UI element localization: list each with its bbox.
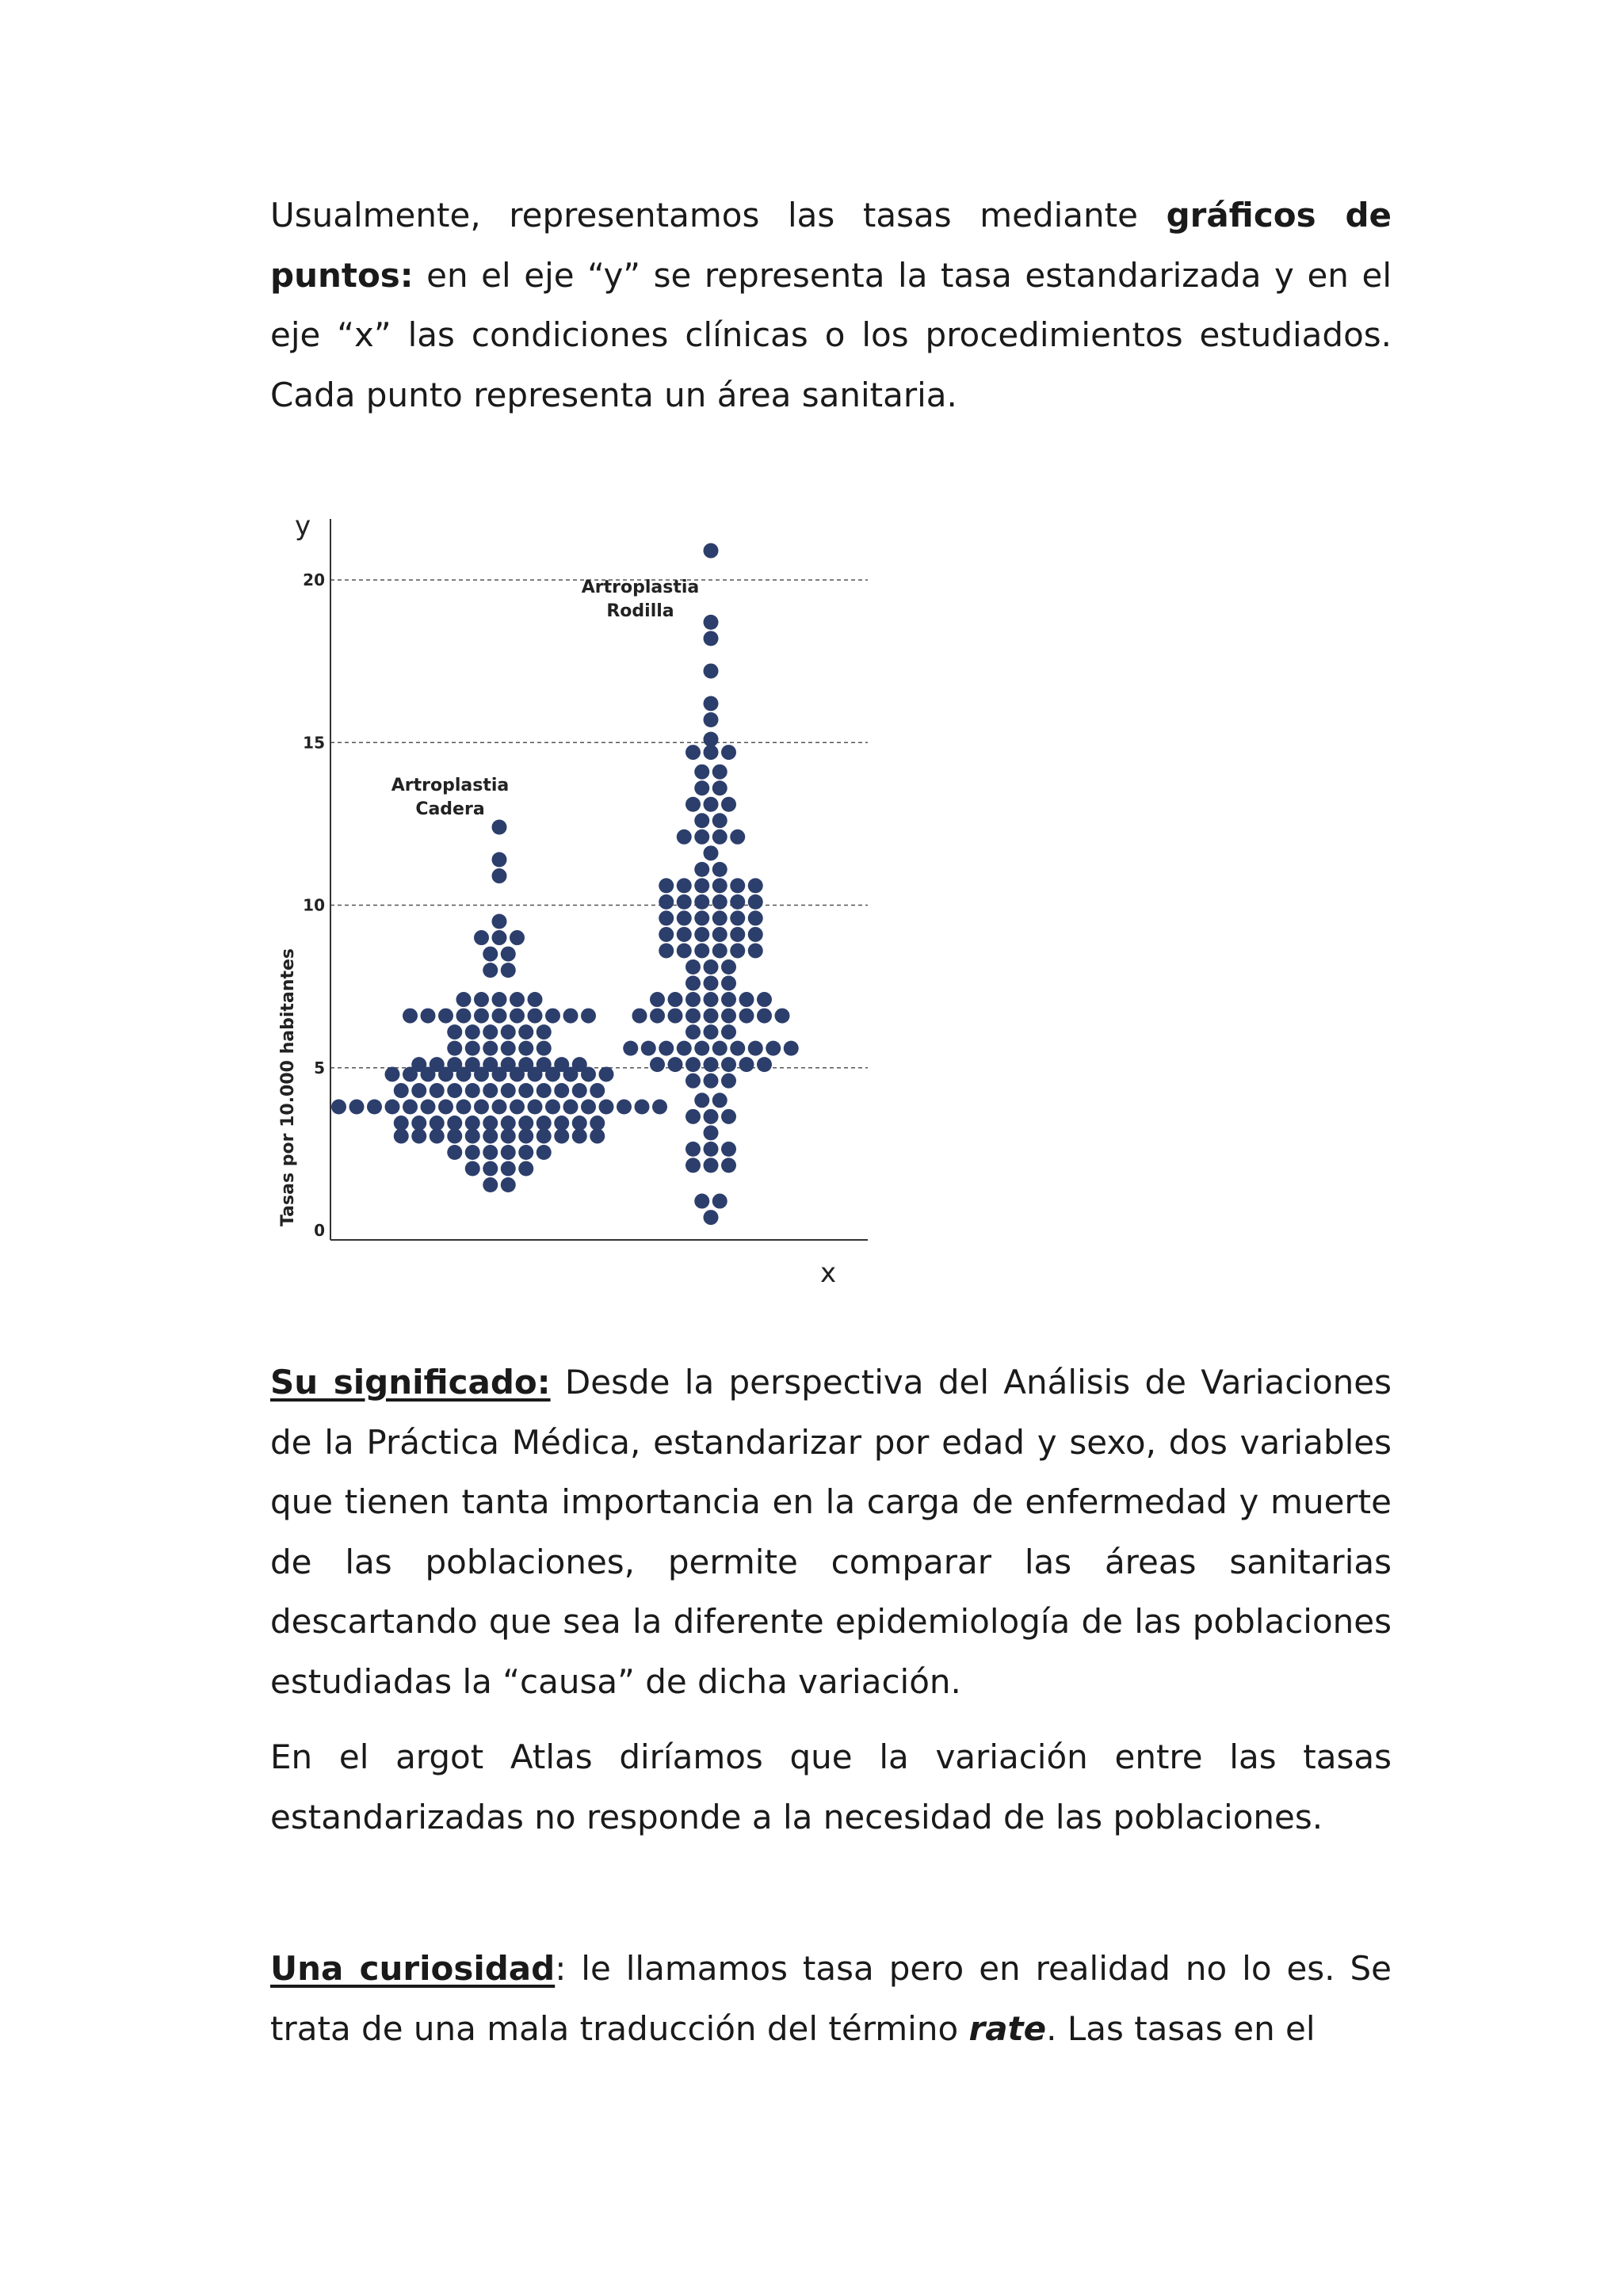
data-point bbox=[510, 1100, 525, 1115]
data-point bbox=[704, 992, 719, 1007]
data-point bbox=[659, 927, 674, 942]
data-point bbox=[331, 1100, 346, 1115]
data-point bbox=[721, 1158, 736, 1173]
data-point bbox=[545, 1066, 560, 1081]
data-point bbox=[581, 1009, 596, 1024]
curiosity-text: : le llamamos tasa pero en realidad no lo es. Se trata de una mala traducción del término bbox=[270, 1949, 1392, 2048]
data-point bbox=[694, 943, 709, 958]
dots-layer bbox=[331, 543, 799, 1226]
data-point bbox=[510, 930, 525, 945]
y-tick-label-15: 15 bbox=[303, 733, 325, 753]
series-label-line: Artroplastia bbox=[581, 578, 700, 597]
data-point bbox=[668, 1057, 683, 1072]
significance-paragraph bbox=[270, 1352, 1392, 1711]
data-point bbox=[712, 765, 727, 780]
series-cadera bbox=[331, 819, 667, 1192]
data-point bbox=[456, 1100, 472, 1115]
data-point bbox=[518, 1083, 533, 1098]
data-point bbox=[465, 1116, 480, 1131]
series-label-line: Rodilla bbox=[606, 601, 674, 621]
data-point bbox=[465, 1083, 480, 1098]
data-point bbox=[483, 1116, 498, 1131]
data-point bbox=[721, 1074, 736, 1089]
data-point bbox=[704, 712, 719, 727]
data-point bbox=[694, 878, 709, 893]
data-point bbox=[510, 1009, 525, 1024]
data-point bbox=[739, 1009, 754, 1024]
series-label-line: Artroplastia bbox=[391, 776, 510, 795]
data-point bbox=[704, 745, 719, 760]
data-point bbox=[721, 959, 736, 974]
data-point bbox=[465, 1024, 480, 1039]
data-point bbox=[447, 1083, 462, 1098]
data-point bbox=[685, 797, 701, 812]
data-point bbox=[581, 1100, 596, 1115]
data-point bbox=[704, 663, 719, 678]
data-point bbox=[528, 1009, 543, 1024]
data-point bbox=[712, 1041, 727, 1056]
data-point bbox=[748, 943, 763, 958]
data-point bbox=[501, 1145, 516, 1160]
data-point bbox=[704, 1142, 719, 1157]
data-point bbox=[367, 1100, 382, 1115]
data-point bbox=[694, 780, 709, 795]
data-point bbox=[394, 1116, 409, 1131]
data-point bbox=[411, 1083, 426, 1098]
significance-text: Desde la perspectiva del Análisis de Variaciones de la Práctica Médica, estandarizar por edad y sexo, dos variables que tienen tanta importancia en la carga de enfermedad y muerte de las poblaciones, permite comparar las áreas sanitarias descartando que sea la diferente epidemiología de las poblaciones estudiadas la “causa” de dicha variación. bbox=[270, 1363, 1392, 1701]
data-point bbox=[721, 976, 736, 991]
data-point bbox=[677, 894, 692, 910]
curiosity-paragraph bbox=[270, 1939, 1392, 2058]
data-point bbox=[385, 1100, 400, 1115]
data-point bbox=[694, 1093, 709, 1108]
data-point bbox=[438, 1100, 453, 1115]
data-point bbox=[430, 1116, 445, 1131]
data-point bbox=[694, 894, 709, 910]
atlas-paragraph bbox=[270, 1727, 1392, 1847]
data-point bbox=[528, 1066, 543, 1081]
data-point bbox=[704, 732, 719, 747]
data-point bbox=[501, 1161, 516, 1177]
data-point bbox=[411, 1128, 426, 1143]
data-point bbox=[483, 1161, 498, 1177]
atlas-text: En el argot Atlas diríamos que la variación entre las tasas estandarizadas no responde a la necesidad de las poblaciones. bbox=[270, 1737, 1392, 1836]
intro-bold-term: gráficos de puntos: bbox=[270, 196, 1392, 295]
data-point bbox=[518, 1116, 533, 1131]
data-point bbox=[677, 830, 692, 845]
data-point bbox=[492, 868, 507, 883]
data-point bbox=[704, 631, 719, 646]
data-point bbox=[712, 1093, 727, 1108]
data-point bbox=[730, 894, 745, 910]
data-point bbox=[668, 992, 683, 1007]
data-point bbox=[537, 1083, 552, 1098]
data-point bbox=[730, 1041, 745, 1056]
data-point bbox=[704, 1024, 719, 1039]
data-point bbox=[447, 1128, 462, 1143]
dot-plot-chart bbox=[262, 507, 896, 1291]
data-point bbox=[430, 1083, 445, 1098]
data-point bbox=[501, 1024, 516, 1039]
intro-text-continued: en el eje “y” se representa la tasa estandarizada y en el eje “x” las condiciones clínicas o los procedimientos estudiados. Cada punto representa un área sanitaria. bbox=[270, 255, 1392, 414]
data-point bbox=[474, 1009, 489, 1024]
data-point bbox=[685, 1074, 701, 1089]
chart-gridlines bbox=[330, 580, 868, 1068]
data-point bbox=[483, 947, 498, 962]
data-point bbox=[492, 1100, 507, 1115]
data-point bbox=[721, 745, 736, 760]
data-point bbox=[483, 1177, 498, 1192]
data-point bbox=[650, 992, 665, 1007]
data-point bbox=[632, 1009, 647, 1024]
data-point bbox=[474, 1066, 489, 1081]
data-point bbox=[775, 1009, 790, 1024]
data-point bbox=[501, 947, 516, 962]
data-point bbox=[677, 910, 692, 925]
y-tick-label-5: 5 bbox=[314, 1058, 325, 1077]
data-point bbox=[349, 1100, 365, 1115]
data-point bbox=[537, 1128, 552, 1143]
data-point bbox=[518, 1128, 533, 1143]
data-point bbox=[721, 1142, 736, 1157]
data-point bbox=[685, 745, 701, 760]
data-point bbox=[721, 1109, 736, 1124]
data-point bbox=[704, 845, 719, 860]
data-point bbox=[465, 1145, 480, 1160]
data-point bbox=[712, 830, 727, 845]
data-point bbox=[554, 1128, 569, 1143]
data-point bbox=[563, 1066, 579, 1081]
data-point bbox=[501, 1116, 516, 1131]
data-point bbox=[474, 930, 489, 945]
data-point bbox=[704, 543, 719, 559]
data-point bbox=[694, 910, 709, 925]
data-point bbox=[518, 1024, 533, 1039]
data-point bbox=[518, 1161, 533, 1177]
data-point bbox=[748, 1041, 763, 1056]
data-point bbox=[492, 914, 507, 929]
significance-heading: Su significado: bbox=[270, 1363, 551, 1402]
data-point bbox=[704, 797, 719, 812]
x-axis-letter: x bbox=[820, 1257, 837, 1289]
curiosity-text-end: . Las tasas en el bbox=[1046, 2008, 1316, 2048]
data-point bbox=[492, 1009, 507, 1024]
data-point bbox=[581, 1066, 596, 1081]
curiosity-heading: Una curiosidad bbox=[270, 1949, 556, 1988]
data-point bbox=[385, 1066, 400, 1081]
data-point bbox=[784, 1041, 799, 1056]
data-point bbox=[518, 1041, 533, 1056]
data-point bbox=[537, 1024, 552, 1039]
data-point bbox=[483, 1083, 498, 1098]
data-point bbox=[730, 878, 745, 893]
y-tick-labels bbox=[303, 570, 325, 1240]
data-point bbox=[590, 1116, 605, 1131]
data-point bbox=[456, 992, 472, 1007]
data-point bbox=[694, 830, 709, 845]
data-point bbox=[739, 992, 754, 1007]
intro-paragraph bbox=[270, 185, 1392, 425]
data-point bbox=[694, 813, 709, 828]
data-point bbox=[545, 1100, 560, 1115]
data-point bbox=[510, 992, 525, 1007]
data-point bbox=[537, 1116, 552, 1131]
data-point bbox=[421, 1066, 436, 1081]
data-point bbox=[438, 1009, 453, 1024]
data-point bbox=[748, 910, 763, 925]
data-point bbox=[483, 1128, 498, 1143]
data-point bbox=[668, 1009, 683, 1024]
data-point bbox=[483, 1145, 498, 1160]
y-tick-label-20: 20 bbox=[303, 570, 325, 589]
data-point bbox=[652, 1100, 667, 1115]
series-labels bbox=[391, 578, 700, 819]
data-point bbox=[403, 1100, 418, 1115]
data-point bbox=[492, 852, 507, 868]
data-point bbox=[685, 1158, 701, 1173]
data-point bbox=[641, 1041, 656, 1056]
data-point bbox=[748, 927, 763, 942]
data-point bbox=[650, 1009, 665, 1024]
data-point bbox=[492, 1066, 507, 1081]
data-point bbox=[685, 992, 701, 1007]
data-point bbox=[685, 1057, 701, 1072]
data-point bbox=[492, 992, 507, 1007]
data-point bbox=[465, 1041, 480, 1056]
data-point bbox=[447, 1116, 462, 1131]
data-point bbox=[685, 1142, 701, 1157]
data-point bbox=[474, 992, 489, 1007]
data-point bbox=[721, 1057, 736, 1072]
y-axis-title: Tasas por 10.000 habitantes bbox=[278, 948, 298, 1226]
data-point bbox=[730, 927, 745, 942]
data-point bbox=[635, 1100, 650, 1115]
data-point bbox=[421, 1009, 436, 1024]
y-tick-label-10: 10 bbox=[303, 895, 325, 915]
data-point bbox=[456, 1009, 472, 1024]
data-point bbox=[704, 696, 719, 711]
data-point bbox=[694, 1041, 709, 1056]
data-point bbox=[704, 1125, 719, 1140]
data-point bbox=[510, 1066, 525, 1081]
data-point bbox=[430, 1128, 445, 1143]
data-point bbox=[483, 1041, 498, 1056]
data-point bbox=[545, 1009, 560, 1024]
data-point bbox=[712, 910, 727, 925]
data-point bbox=[712, 1194, 727, 1209]
data-point bbox=[650, 1057, 665, 1072]
data-point bbox=[537, 1041, 552, 1056]
data-point bbox=[694, 927, 709, 942]
data-point bbox=[677, 943, 692, 958]
data-point bbox=[677, 878, 692, 893]
data-point bbox=[492, 930, 507, 945]
data-point bbox=[739, 1057, 754, 1072]
data-point bbox=[599, 1066, 614, 1081]
data-point bbox=[721, 1009, 736, 1024]
data-point bbox=[704, 615, 719, 630]
data-point bbox=[447, 1024, 462, 1039]
data-point bbox=[501, 1177, 516, 1192]
data-point bbox=[572, 1116, 587, 1131]
data-point bbox=[501, 1041, 516, 1056]
data-point bbox=[712, 878, 727, 893]
data-point bbox=[685, 976, 701, 991]
data-point bbox=[730, 943, 745, 958]
series-label-line: Cadera bbox=[415, 799, 485, 819]
data-point bbox=[748, 878, 763, 893]
data-point bbox=[465, 1161, 480, 1177]
intro-text: Usualmente, representamos las tasas mediante bbox=[270, 196, 1167, 235]
y-axis-letter: y bbox=[295, 510, 311, 542]
data-point bbox=[528, 992, 543, 1007]
data-point bbox=[704, 959, 719, 974]
data-point bbox=[659, 910, 674, 925]
data-point bbox=[590, 1128, 605, 1143]
data-point bbox=[712, 927, 727, 942]
data-point bbox=[694, 765, 709, 780]
data-point bbox=[501, 1083, 516, 1098]
data-point bbox=[730, 910, 745, 925]
data-point bbox=[712, 813, 727, 828]
data-point bbox=[766, 1041, 781, 1056]
data-point bbox=[563, 1009, 579, 1024]
data-point bbox=[712, 894, 727, 910]
data-point bbox=[712, 943, 727, 958]
data-point bbox=[623, 1041, 638, 1056]
data-point bbox=[563, 1100, 579, 1115]
data-point bbox=[659, 894, 674, 910]
series-rodilla bbox=[623, 543, 799, 1226]
y-tick-label-0: 0 bbox=[314, 1221, 325, 1240]
data-point bbox=[721, 797, 736, 812]
data-point bbox=[554, 1116, 569, 1131]
data-point bbox=[403, 1066, 418, 1081]
data-point bbox=[694, 1194, 709, 1209]
data-point bbox=[704, 1158, 719, 1173]
data-point bbox=[456, 1066, 472, 1081]
data-point bbox=[659, 1041, 674, 1056]
data-point bbox=[501, 963, 516, 978]
data-point bbox=[704, 976, 719, 991]
data-point bbox=[518, 1145, 533, 1160]
data-point bbox=[712, 780, 727, 795]
rate-term: rate bbox=[968, 2008, 1047, 2048]
data-point bbox=[617, 1100, 632, 1115]
data-point bbox=[447, 1041, 462, 1056]
data-point bbox=[704, 1057, 719, 1072]
data-point bbox=[554, 1083, 569, 1098]
data-point bbox=[572, 1083, 587, 1098]
data-point bbox=[403, 1009, 418, 1024]
data-point bbox=[757, 1057, 772, 1072]
data-point bbox=[757, 1009, 772, 1024]
data-point bbox=[721, 1024, 736, 1039]
data-point bbox=[474, 1100, 489, 1115]
data-point bbox=[394, 1083, 409, 1098]
data-point bbox=[757, 992, 772, 1007]
data-point bbox=[447, 1145, 462, 1160]
data-point bbox=[438, 1066, 453, 1081]
data-point bbox=[685, 1009, 701, 1024]
data-point bbox=[465, 1128, 480, 1143]
data-point bbox=[704, 1074, 719, 1089]
data-point bbox=[704, 1109, 719, 1124]
data-point bbox=[730, 830, 745, 845]
data-point bbox=[659, 878, 674, 893]
data-point bbox=[572, 1128, 587, 1143]
data-point bbox=[483, 1024, 498, 1039]
data-point bbox=[590, 1083, 605, 1098]
data-point bbox=[685, 1109, 701, 1124]
data-point bbox=[411, 1116, 426, 1131]
data-point bbox=[501, 1128, 516, 1143]
data-point bbox=[492, 819, 507, 834]
data-point bbox=[685, 959, 701, 974]
data-point bbox=[537, 1145, 552, 1160]
data-point bbox=[748, 894, 763, 910]
data-point bbox=[694, 862, 709, 877]
data-point bbox=[599, 1100, 614, 1115]
data-point bbox=[704, 1210, 719, 1225]
data-point bbox=[659, 943, 674, 958]
data-point bbox=[721, 992, 736, 1007]
data-point bbox=[394, 1128, 409, 1143]
data-point bbox=[685, 1024, 701, 1039]
data-point bbox=[712, 862, 727, 877]
data-point bbox=[483, 963, 498, 978]
data-point bbox=[677, 927, 692, 942]
data-point bbox=[421, 1100, 436, 1115]
data-point bbox=[528, 1100, 543, 1115]
data-point bbox=[704, 1009, 719, 1024]
data-point bbox=[677, 1041, 692, 1056]
